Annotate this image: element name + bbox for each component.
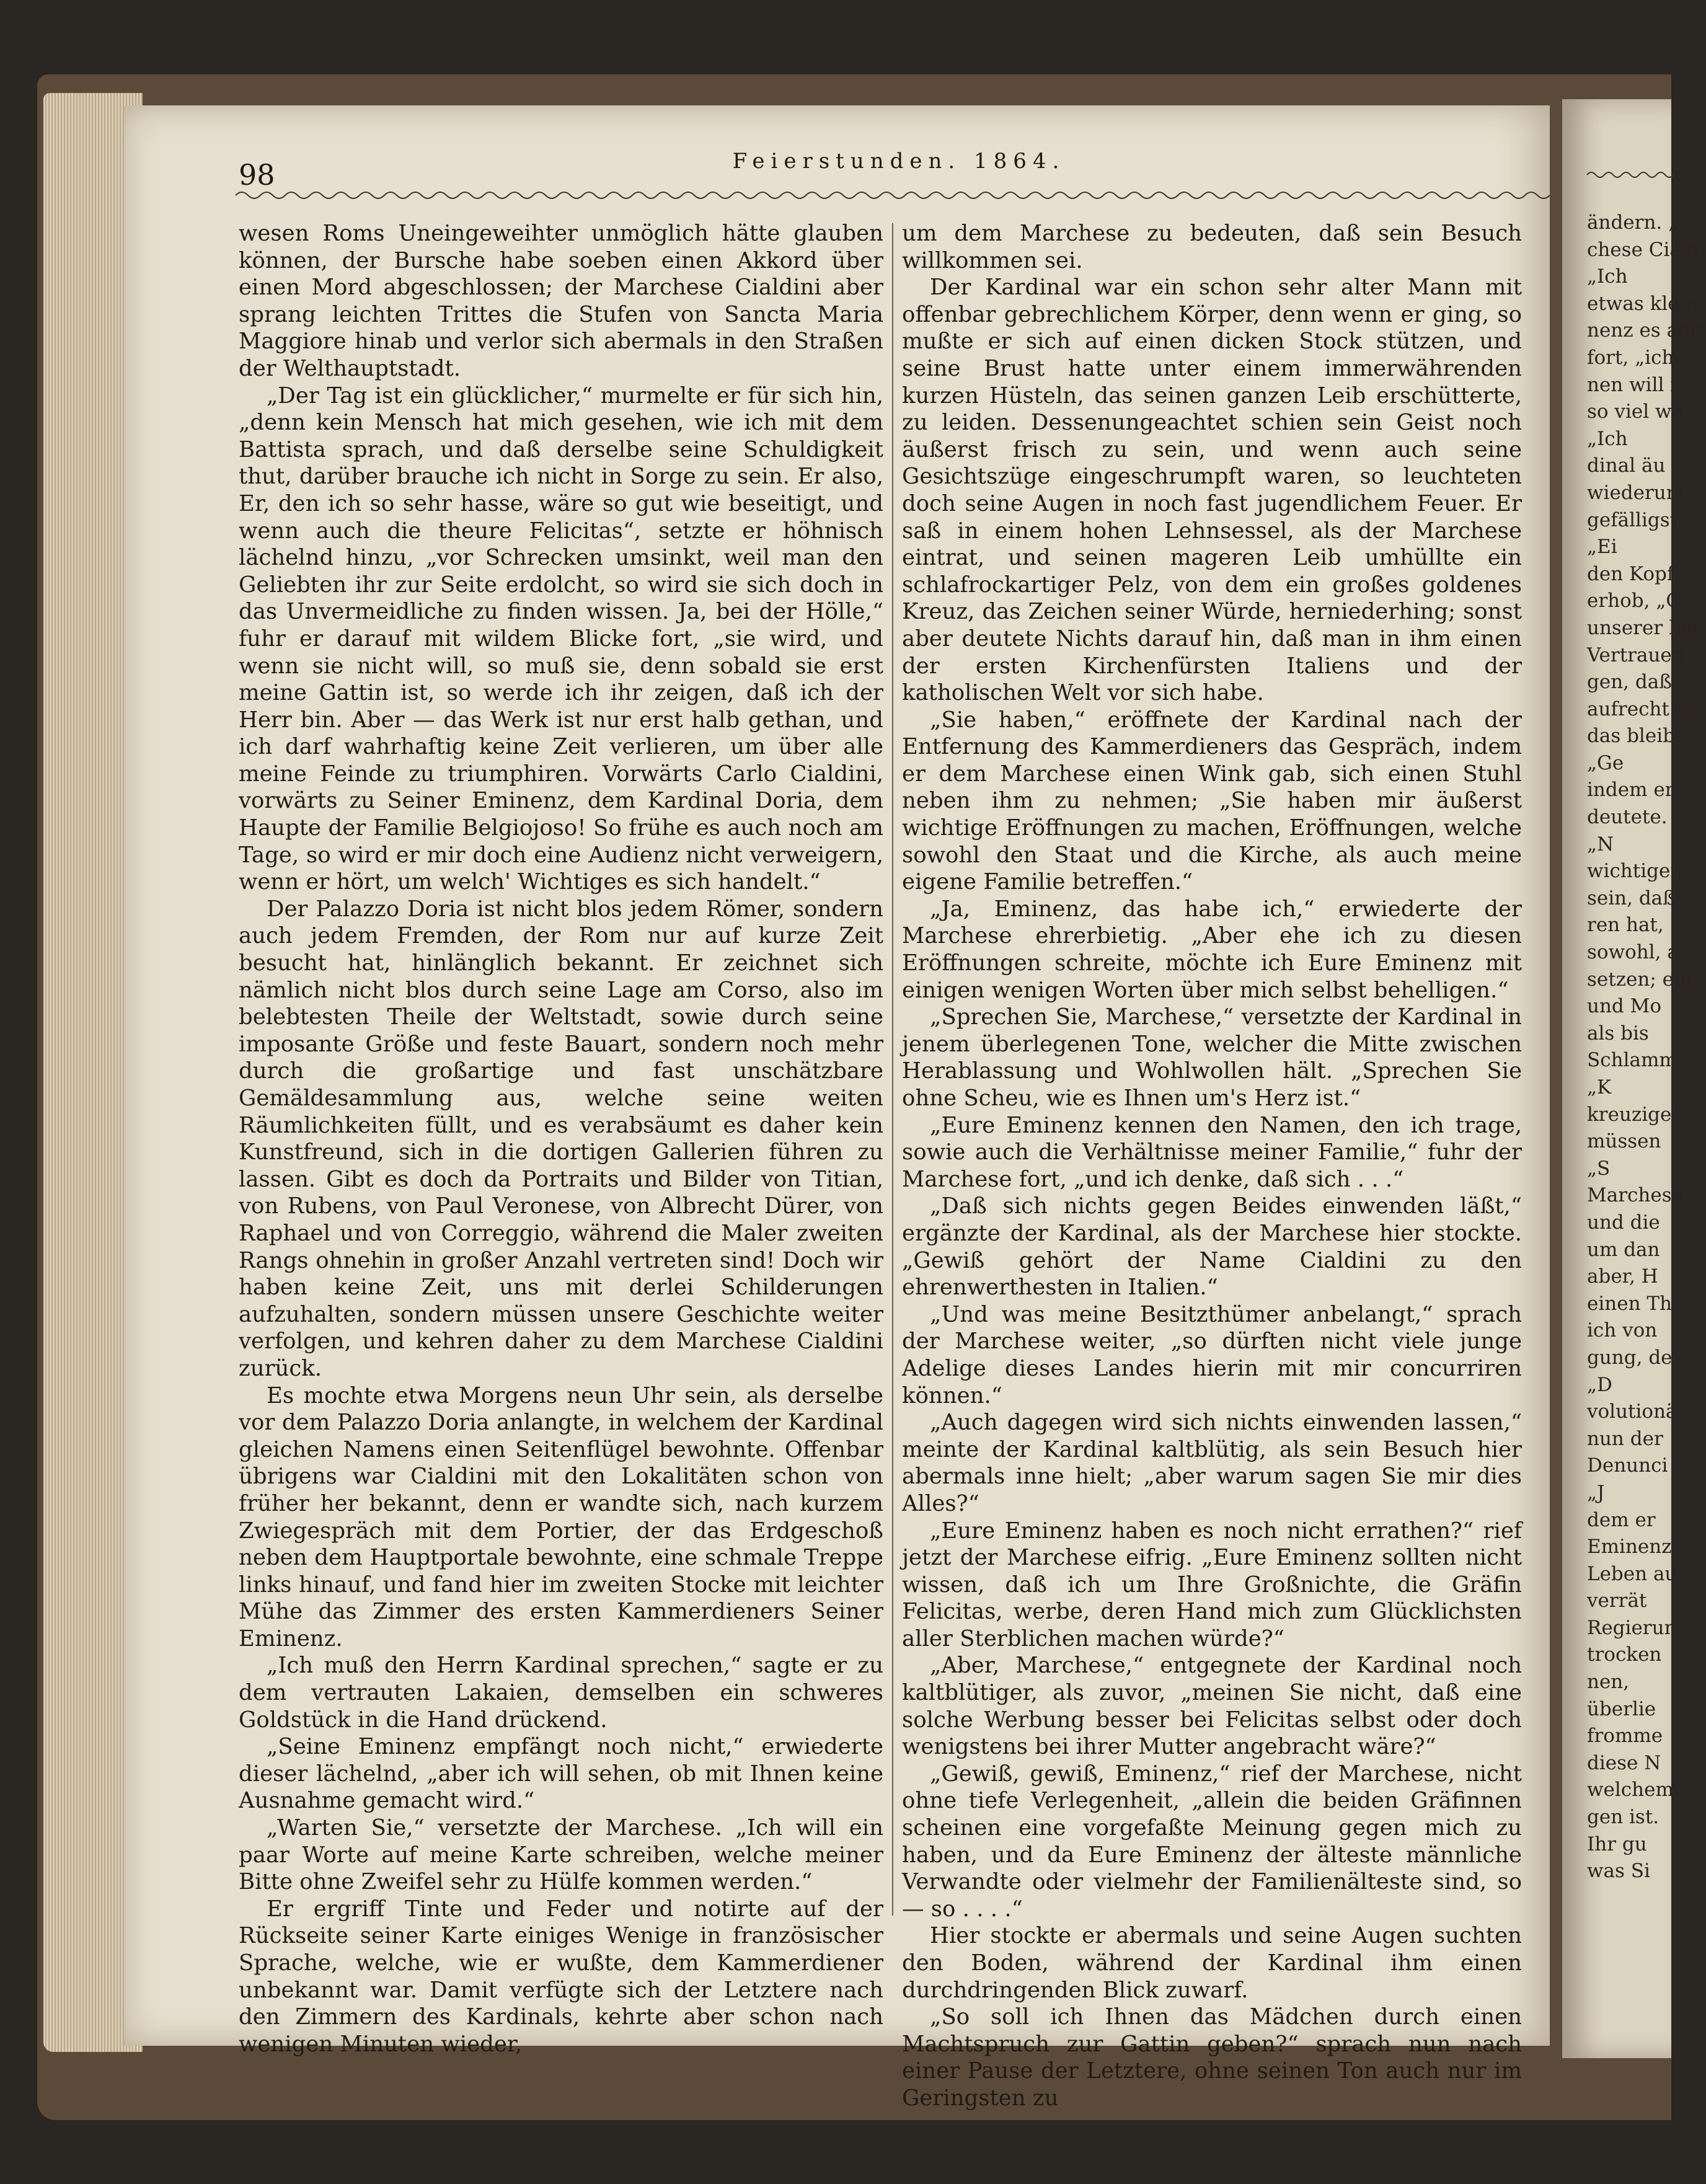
fragment-line: verrät [1587, 1589, 1647, 1612]
fragment-line: Leben au [1587, 1562, 1677, 1585]
fragment-line: sowohl, a [1587, 941, 1679, 964]
fragment-line: setzen; ein [1587, 968, 1692, 991]
paragraph: „Sprechen Sie, Marchese,“ versetzte der Kardinal in jenem überlegenen Tone, welcher die Mitte zwischen Herablassung und Wohlwollen hält. „Sprechen Sie ohne Scheu, wie es Ihnen um's Herz ist.“ [902, 1004, 1522, 1111]
fragment-line: „Ei [1587, 536, 1617, 559]
fragment-line: einen Th [1587, 1292, 1673, 1315]
fragment-line: volutionä [1587, 1400, 1677, 1423]
fragment-line: ich von [1587, 1319, 1658, 1342]
paragraph: „Aber, Marchese,“ entgegnete der Kardinal noch kaltblütiger, als zuvor, „meinen Sie nicht, daß eine solche Werbung besser bei Felicitas selbst oder doch wenigstens bei ihrer Mutter angebracht wäre?“ [902, 1653, 1522, 1760]
fragment-line: erhob, „G [1587, 590, 1682, 612]
fragment-line: Ihr gu [1587, 1833, 1647, 1855]
fragment-line: das bleibe [1587, 725, 1687, 748]
fragment-line: „Ge [1587, 751, 1624, 774]
paragraph: „Eure Eminenz kennen den Namen, den ich trage, sowie auch die Verhältnisse meiner Familie,“ fuhr der Marchese fort, „und ich denke, daß sich . . .“ [902, 1112, 1522, 1192]
paragraph: „Sie haben,“ eröffnete der Kardinal nach der Entfernung des Kammerdieners das Gespräch, indem er dem Marchese einen Wink gab, sich einen Stuhl neben ihm zu nehmen; „Sie haben mir äußerst wichtige Eröffnungen zu machen, Eröffnungen, welche sowohl den Staat und die Kirche, als auch meine eigene Familie betreffen.“ [902, 707, 1522, 895]
fragment-line: Schlamm [1587, 1049, 1677, 1072]
fragment-line: kreuziger [1587, 1103, 1681, 1126]
fragment-line: fort, „ich [1587, 346, 1674, 369]
paragraph: „Der Tag ist ein glücklicher,“ murmelte er für sich hin, „denn kein Mensch hat mich gesehen, wie ich mit dem Battista sprach, und daß derselbe seine Schuldigkeit thut, darüber brauche ich nicht in Sorge zu sein. Er also, Er, den ich so sehr hasse, wäre so gut wie beseitigt, und wenn auch die theure Felicitas“, setzte er höhnisch lächelnd hinzu, „vor Schrecken umsinkt, weil man den Geliebten ihr zur Seite erdolcht, so wird sie sich doch in das Unvermeidliche zu finden wissen. Ja, bei der Hölle,“ fuhr er darauf mit wildem Blicke fort, „sie wird, und wenn sie nicht will, so muß sie, denn sobald sie erst meine Gattin ist, so werde ich ihr zeigen, daß ich der Herr bin. Aber — das Werk ist nur erst halb gethan, und ich darf wahrhaftig keine Zeit verlieren, um über alle meine Feinde zu triumphiren. Vorwärts Carlo Cialdini, vorwärts zu Seiner Eminenz, dem Kardinal Doria, dem Haupte der Familie Belgiojoso! So frühe es auch noch am Tage, so wird er mir doch eine Audienz nicht verweigern, wenn er hört, um welch' Wichtiges es sich handelt.“ [239, 382, 883, 895]
fragment-line: wiederum [1587, 481, 1685, 504]
fragment-line: aufrecht er [1587, 697, 1696, 720]
paragraph: Der Kardinal war ein schon sehr alter Mann mit offenbar gebrechlichem Körper, denn wenn er ging, so mußte er sich auf einen dicken Stock stützen, und seine Brust hatte unter einem immerwährenden kurzen Hüsteln, das seinen ganzen Leib erschütterte, zu leiden. Dessenungeachtet schien sein Geist noch äußerst frisch zu sein, und wenn auch seine Gesichtszüge eingeschrumpft waren, so leuchteten doch seine Augen in noch fast jugendlichem Feuer. Er saß in einem hohen Lehnsessel, als der Marchese eintrat, und seinen mageren Leib umhüllte ein schlafrockartiger Pelz, von dem ein großes goldenes Kreuz, das Zeichen seiner Würde, herniederhing; sonst aber deutete Nichts darauf hin, daß man in ihm einen der ersten Kirchenfürsten Italiens und der katholischen Welt vor sich habe. [902, 275, 1522, 706]
fragment-line: „Ich [1587, 265, 1628, 288]
right-column [902, 220, 1522, 2112]
fragment-line: ren hat, [1587, 914, 1664, 937]
fragment-line: Marchese [1587, 1184, 1683, 1207]
fragment-line: Denunci [1587, 1454, 1668, 1477]
fragment-line: „J [1587, 1481, 1605, 1504]
fragment-line: müssen [1587, 1130, 1661, 1153]
fragment-line: trocken [1587, 1643, 1662, 1666]
fragment-line: diese N [1587, 1751, 1661, 1774]
paragraph: „Und was meine Besitzthümer anbelangt,“ sprach der Marchese weiter, „so dürften nicht viele junge Adelige dieses Landes hierin mit mir concurriren können.“ [902, 1301, 1522, 1408]
fragment-line: nen will i [1587, 373, 1677, 396]
left-column [239, 220, 883, 2058]
fragment-line: als bis [1587, 1022, 1649, 1045]
fragment-line: nun der [1587, 1427, 1663, 1450]
fragment-line: gen, daß [1587, 671, 1672, 694]
paragraph: „Warten Sie,“ versetzte der Marchese. „Ich will ein paar Worte auf meine Karte schreiben, welche meiner Bitte ohne Zweifel sehr zu Hülfe kommen werden.“ [239, 1815, 883, 1895]
fragment-line: und Mo [1587, 995, 1662, 1018]
paragraph: „Ich muß den Herrn Kardinal sprechen,“ sagte er zu dem vertrauten Lakaien, demselben ein schweres Goldstück in die Hand drückend. [239, 1653, 883, 1733]
fragment-line: wichtigen [1587, 860, 1683, 883]
paragraph: „Auch dagegen wird sich nichts einwenden lassen,“ meinte der Kardinal kaltblütig, als sein Besuch hier abermals inne hielt; „aber warum sagen Sie mir dies Alles?“ [902, 1410, 1522, 1516]
fragment-line: Vertrauen [1587, 643, 1684, 666]
fragment-line: indem er [1587, 779, 1674, 802]
paragraph: Er ergriff Tinte und Feder und notirte auf der Rückseite seiner Karte einiges Wenige in französischer Sprache, welche, wie er wußte, dem Kammerdiener unbekannt war. Damit verfügte sich der Letztere nach den Zimmern des Kardinals, kehrte aber schon nach wenigen Minuten wieder, [239, 1896, 883, 2057]
fragment-line: chese Cialdi [1587, 238, 1706, 261]
fragment-line: unserer hei [1587, 616, 1699, 639]
fragment-line: „Ich [1587, 427, 1628, 450]
fragment-line: und die [1587, 1211, 1660, 1234]
page-number: 98 [239, 158, 275, 192]
fragment-line: „D [1587, 1373, 1612, 1396]
paragraph: „Daß sich nichts gegen Beides einwenden läßt,“ ergänzte der Kardinal, als der Marchese hier stockte. „Gewiß gehört der Name Cialdini zu den ehrenwerthesten in Italien.“ [902, 1193, 1522, 1301]
fragment-line: ändern. „ [1587, 211, 1679, 234]
fragment-line: aber, H [1587, 1265, 1658, 1288]
fragment-line: „N [1587, 833, 1614, 855]
fragment-line: etwas klein [1587, 292, 1698, 315]
fragment-line: Eminenz [1587, 1536, 1672, 1558]
fragment-line: um dan [1587, 1238, 1660, 1261]
running-title: Feierstunden. 1864. [732, 149, 1066, 174]
paragraph: „So soll ich Ihnen das Mädchen durch einen Machtspruch zur Gattin geben?“ sprach nun nach einer Pause der Letztere, ohne seinen Ton auch nur im Geringsten zu [902, 2004, 1522, 2111]
fragment-line: welchem [1587, 1779, 1674, 1802]
fragment-line: dem er [1587, 1508, 1656, 1531]
paragraph: Hier stockte er abermals und seine Augen suchten den Boden, während der Kardinal ihm einen durchdringenden Blick zuwarf. [902, 1923, 1522, 2003]
fragment-line: gen ist. [1587, 1806, 1660, 1829]
fragment-line: deutete. [1587, 806, 1668, 829]
fragment-line: was Si [1587, 1860, 1650, 1883]
next-page-fragment [1587, 210, 1706, 1885]
next-page-wavy-rule [1587, 167, 1674, 182]
fragment-line: nen, [1587, 1671, 1630, 1694]
paragraph: „Gewiß, gewiß, Eminenz,“ rief der Marchese, nicht ohne tiefe Verlegenheit, „allein die beiden Gräfinnen scheinen eine vorgefaßte Meinung gegen mich zu haben, und da Eure Eminenz der älteste männliche Verwandte oder vielmehr der Familienälteste sind, so — so . . . .“ [902, 1761, 1522, 1922]
paragraph: Der Palazzo Doria ist nicht blos jedem Römer, sondern auch jedem Fremden, der Rom nur auf kurze Zeit besucht hat, hinlänglich bekannt. Er zeichnet sich nämlich nicht blos durch seine Lage am Corso, also im belebtesten Theile der Weltstadt, sowie durch seine imposante Größe und feste Bauart, sondern noch mehr durch die großartige und fast unschätzbare Gemäldesammlung aus, welche seine weiten Räumlichkeiten füllt, und es verabsäumt es daher kein Kunstfreund, sich in die dortigen Gallerien führen zu lassen. Gibt es doch da Portraits und Bilder von Titian, von Rubens, von Paul Veronese, von Albrecht Dürer, von Raphael und von Correggio, während die Maler zweiten Rangs ohnehin in großer Anzahl vertreten sind! Doch wir haben keine Zeit, uns mit derlei Schilderungen aufzuhalten, sondern müssen unsere Geschichte weiter verfolgen, und kehren daher zu dem Marchese Cialdini zurück. [239, 896, 883, 1381]
fragment-line: fromme [1587, 1725, 1663, 1748]
paragraph: Es mochte etwa Morgens neun Uhr sein, als derselbe vor dem Palazzo Doria anlangte, in welchem der Kardinal gleichen Namens einen Seitenflügel bewohnte. Offenbar übrigens war Cialdini mit den Lokalitäten schon von früher her bekannt, denn er wandte sich, nach kurzem Zwiegespräch mit dem Portier, der das Erdgeschoß neben dem Hauptportale bewohnte, eine schmale Treppe links hinauf, und fand hier im zweiten Stocke mit leichter Mühe das Zimmer des ersten Kammerdieners Seiner Eminenz. [239, 1382, 883, 1651]
fragment-line: so viel we [1587, 400, 1683, 423]
fragment-line: sein, daß [1587, 886, 1676, 909]
paragraph: um dem Marchese zu bedeuten, daß sein Besuch willkommen sei. [902, 221, 1522, 273]
paragraph: „Ja, Eminenz, das habe ich,“ erwiederte der Marchese ehrerbietig. „Aber ehe ich zu diesen Eröffnungen schreite, möchte ich Eure Eminenz mit einigen wenigen Worten über mich selbst behelligen.“ [902, 896, 1522, 1003]
paragraph: wesen Roms Uneingeweihter unmöglich hätte glauben können, der Bursche habe soeben einen Akkord über einen Mord abgeschlossen; der Marchese Cialdini aber sprang leichten Trittes die Stufen von Sancta Maria Maggiore hinab und verlor sich abermals in den Straßen der Welthauptstadt. [239, 221, 883, 381]
header-wavy-rule [236, 186, 1550, 205]
fragment-line: gung, de [1587, 1346, 1673, 1369]
fragment-line: dinal äu [1587, 454, 1666, 477]
fragment-line: nenz es ang [1587, 319, 1703, 342]
fragment-line: „S [1587, 1157, 1611, 1180]
fragment-line: überlie [1587, 1697, 1656, 1720]
fragment-line: Regierun [1587, 1616, 1677, 1639]
column-divider [892, 223, 893, 1916]
fragment-line: „K [1587, 1076, 1612, 1099]
fragment-line: den Kopf [1587, 562, 1674, 585]
paragraph: „Eure Eminenz haben es noch nicht errathen?“ rief jetzt der Marchese eifrig. „Eure Eminenz sollten nicht wissen, daß ich um Ihre Großnichte, die Gräfin Felicitas, werbe, deren Hand mich zum Glücklichsten aller Sterblichen machen würde?“ [902, 1518, 1522, 1651]
fragment-line: gefälligst [1587, 508, 1678, 531]
paragraph: „Seine Eminenz empfängt noch nicht,“ erwiederte dieser lächelnd, „aber ich will sehen, ob mit Ihnen keine Ausnahme gemacht wird.“ [239, 1734, 883, 1814]
